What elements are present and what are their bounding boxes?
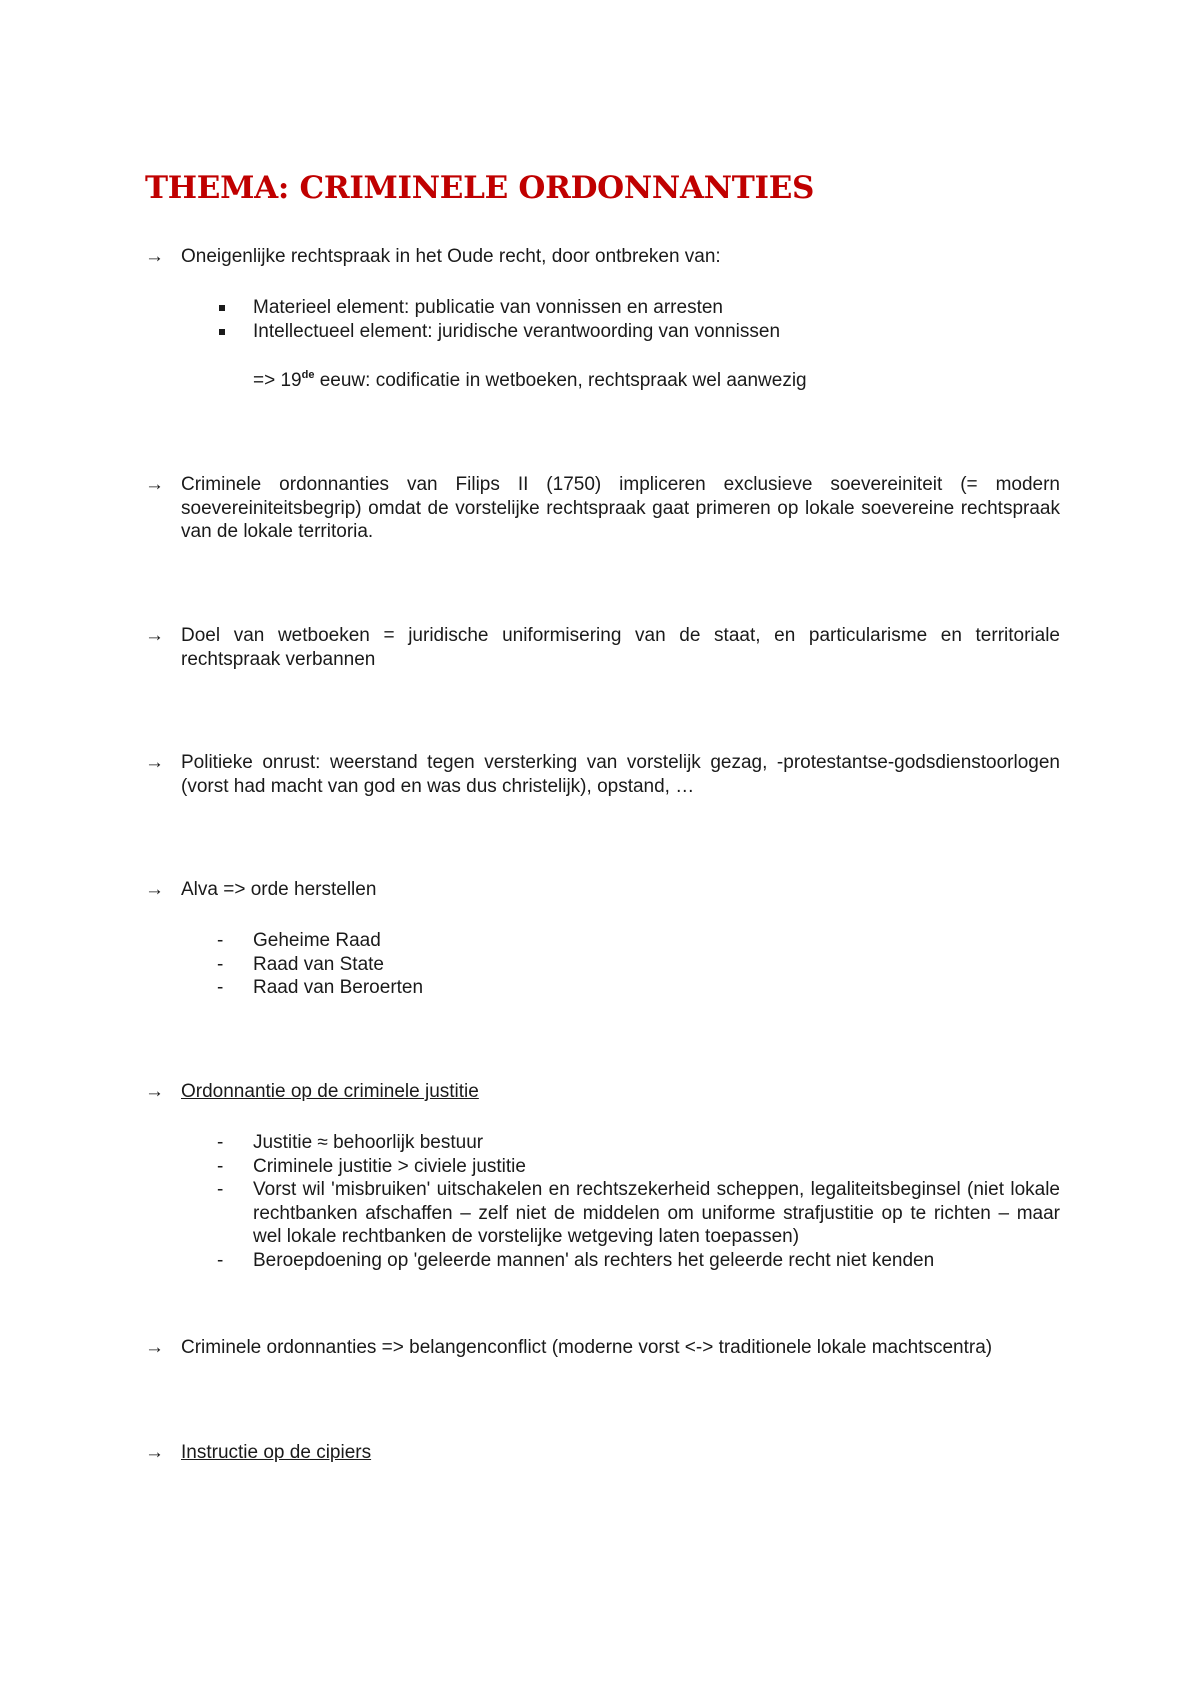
arrow-icon: → bbox=[145, 625, 164, 646]
section-1-text: Oneigenlijke rechtspraak in het Oude recht, door ontbreken van: bbox=[181, 246, 721, 267]
dash-bullet-icon: - bbox=[217, 1155, 224, 1177]
dash-bullet-icon: - bbox=[217, 953, 224, 975]
arrow-icon: → bbox=[145, 1442, 164, 1463]
century-note: => 19de eeuw: codificatie in wetboeken, rechtspraak wel aanwezig bbox=[253, 369, 807, 391]
section-6 bbox=[145, 1080, 1060, 1104]
list-item: - Geheime Raad bbox=[217, 930, 381, 951]
section-1 bbox=[145, 245, 1060, 269]
section-7-text: Criminele ordonnanties => belangenconflict (moderne vorst <-> traditionele lokale machtscentra) bbox=[181, 1337, 993, 1358]
document-title: THEMA: CRIMINELE ORDONNANTIES bbox=[145, 170, 815, 206]
arrow-icon: → bbox=[145, 1337, 164, 1358]
section-2 bbox=[145, 473, 1060, 544]
dash-bullet-icon: - bbox=[217, 930, 224, 951]
dash-list-alva bbox=[217, 929, 1060, 1000]
dash-bullet-icon: - bbox=[217, 1179, 224, 1200]
arrow-icon: → bbox=[145, 474, 164, 495]
arrow-icon: → bbox=[145, 1081, 164, 1102]
section-2-text: Criminele ordonnanties van Filips II (1750) impliceren exclusieve soevereiniteit (= modern soevereiniteitsbegrip) omdat de vorstelijke rechtspraak gaat primeren op lokale soevereine rechtspraak van de lokale territoria. bbox=[181, 474, 1060, 542]
section-7 bbox=[145, 1336, 1060, 1360]
arrow-icon: → bbox=[145, 246, 164, 267]
list-item: - Justitie ≈ behoorlijk bestuur bbox=[217, 1132, 484, 1153]
section-5-text: Alva => orde herstellen bbox=[181, 879, 377, 900]
dash-bullet-icon: - bbox=[217, 1132, 224, 1153]
section-8 bbox=[145, 1441, 1060, 1465]
section-4-text: Politieke onrust: weerstand tegen versterking van vorstelijk gezag, -protestantse-godsdienstoorlogen (vorst had macht van god en was dus christelijk), opstand, … bbox=[181, 752, 1060, 797]
section-5 bbox=[145, 878, 1060, 902]
list-item: Materieel element: publicatie van vonnissen en arresten bbox=[217, 296, 1060, 320]
list-item: Intellectueel element: juridische verantwoording van vonnissen bbox=[217, 320, 1060, 344]
section-3 bbox=[145, 624, 1060, 671]
section-3-text: Doel van wetboeken = juridische uniformisering van de staat, en particularisme en territoriale rechtspraak verbannen bbox=[181, 625, 1060, 670]
section-6-heading: Ordonnantie op de criminele justitie bbox=[181, 1081, 479, 1102]
section-8-heading: Instructie op de cipiers bbox=[181, 1442, 372, 1463]
dash-bullet-icon: - bbox=[217, 977, 224, 998]
list-item: - Raad van Beroerten bbox=[217, 977, 424, 998]
dash-list-justitie bbox=[217, 1131, 1060, 1272]
list-item: - Criminele justitie > civiele justitie bbox=[217, 1155, 526, 1177]
arrow-icon: → bbox=[145, 879, 164, 900]
section-4 bbox=[145, 751, 1060, 798]
bullet-list-1 bbox=[217, 296, 1060, 343]
list-item: - Raad van State bbox=[217, 953, 384, 975]
list-item: - Vorst wil 'misbruiken' uitschakelen en rechtszekerheid scheppen, legaliteitsbeginsel (niet lokale rechtbanken afschaffen – zelf niet de middelen om uniforme strafjustitie op te richten – maar wel lokale rechtbanken de vorstelijke wetgeving laten toepassen) bbox=[217, 1179, 1060, 1247]
dash-bullet-icon: - bbox=[217, 1249, 224, 1271]
arrow-icon: → bbox=[145, 752, 164, 773]
list-item: - Beroepdoening op 'geleerde mannen' als rechters het geleerde recht niet kenden bbox=[217, 1249, 935, 1271]
